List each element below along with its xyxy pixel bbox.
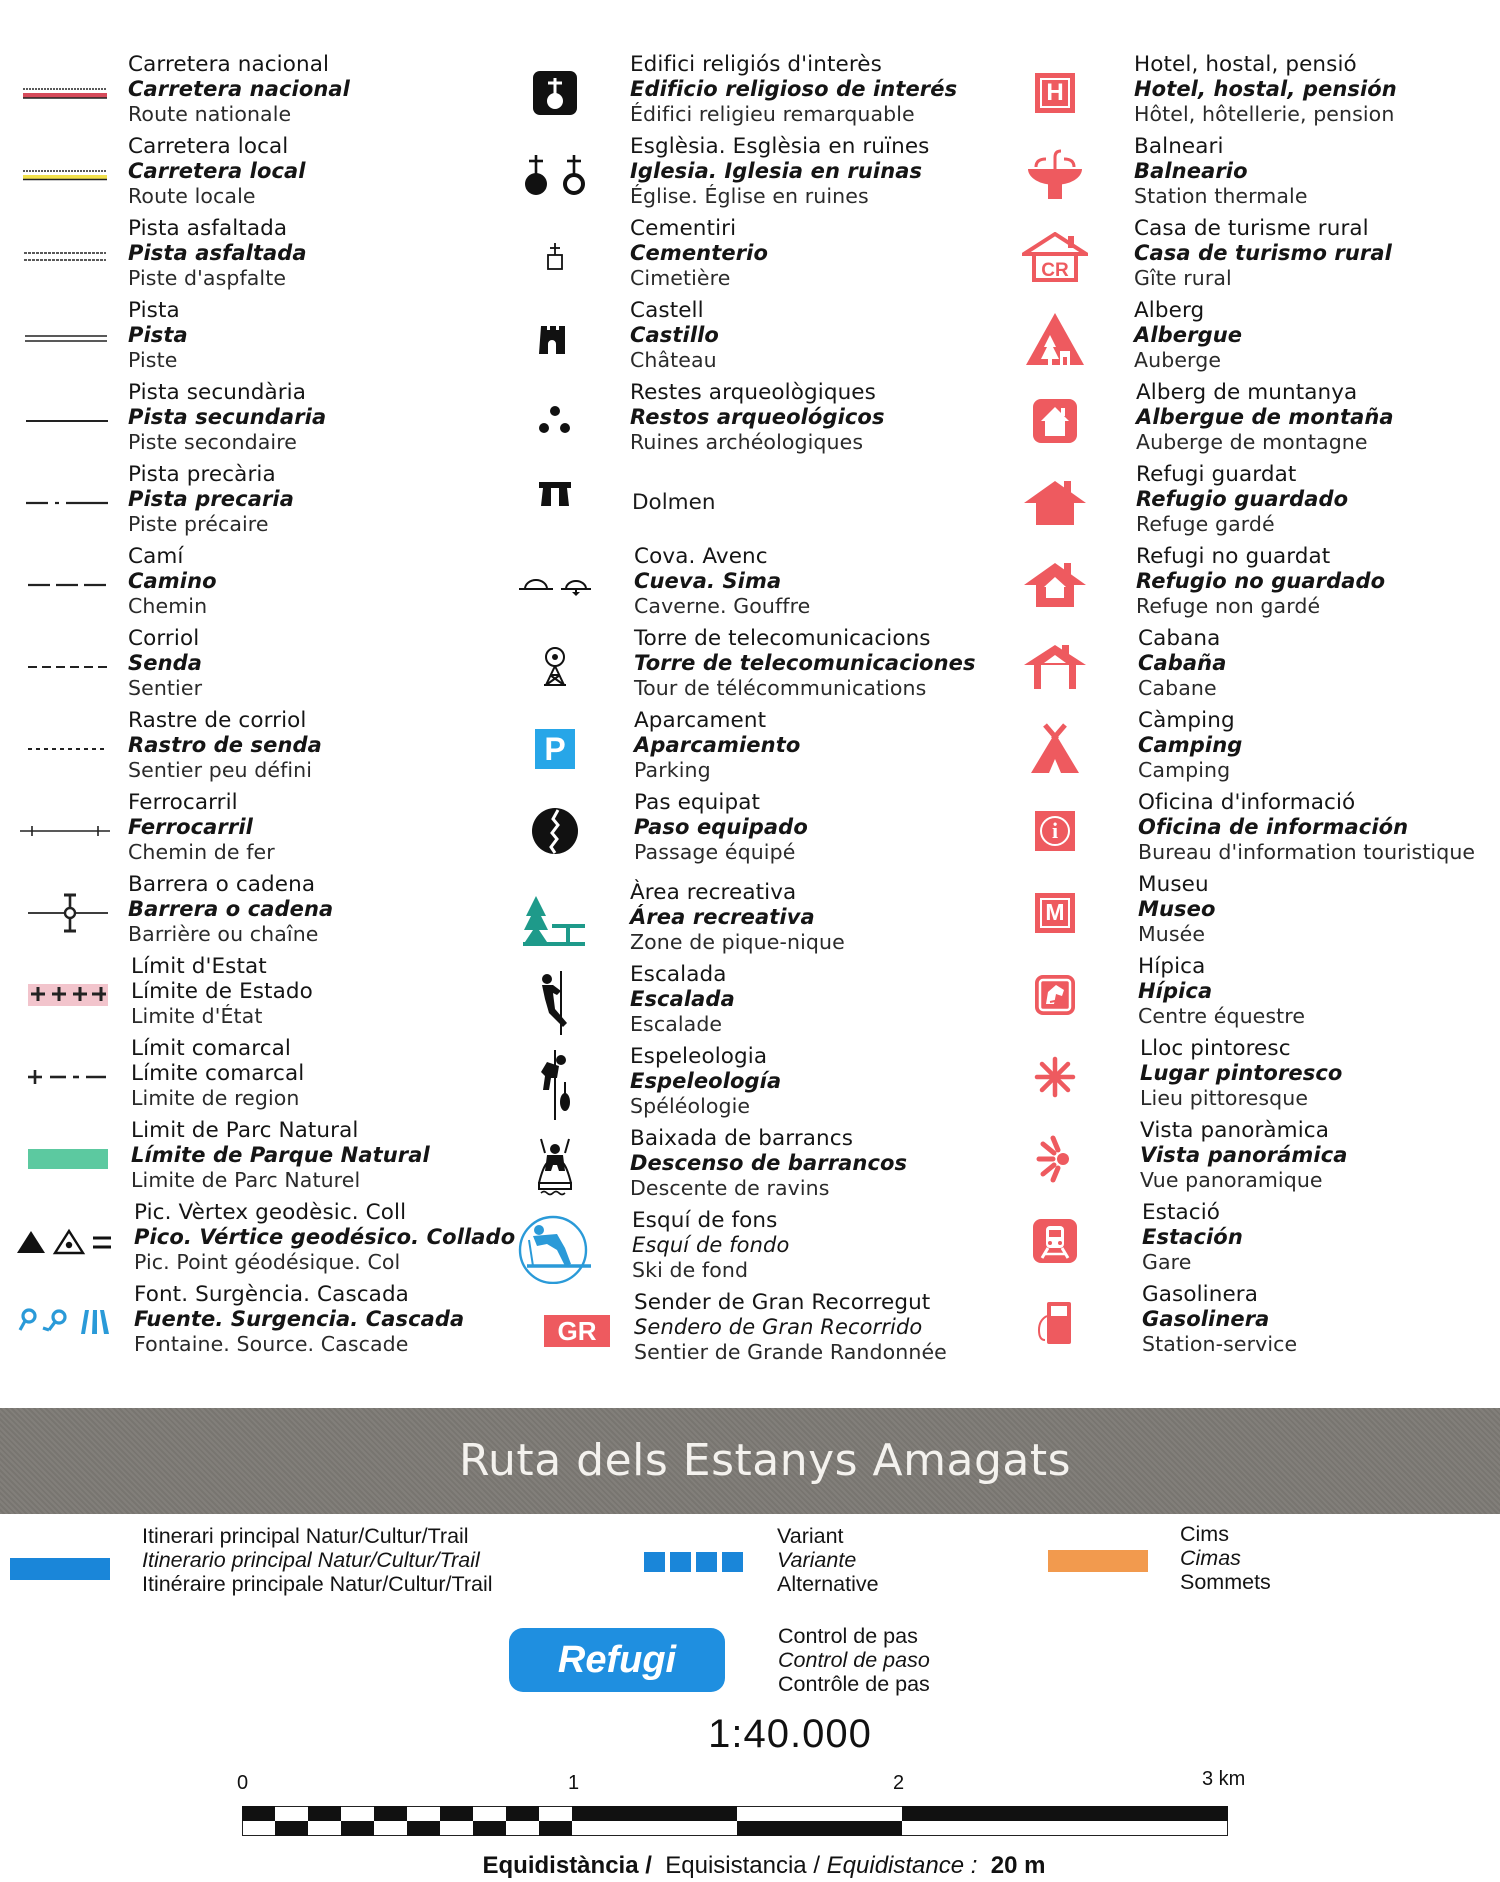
route-item-checkpoint: Control de pas Control de paso Contrôle de pas [778, 1624, 930, 1696]
secondary-track-line-icon [10, 380, 120, 462]
rural-house-icon [1000, 216, 1110, 298]
legend-item-alberg-muntanya: Alberg de muntanya Albergue de montaña Auberge de montagne [1000, 380, 1500, 462]
gas-station-icon [1000, 1282, 1110, 1364]
scale-ratio: 1:40.000 [708, 1712, 872, 1756]
legend-item-balneari: Balneari Balneario Station thermale [1000, 134, 1500, 216]
railway-line-icon [10, 790, 120, 872]
archaeological-remains-icon [500, 380, 610, 462]
picnic-area-icon [500, 880, 610, 962]
legend-item-rastre: Rastre de corriol Rastro de senda Sentier peu défini [10, 708, 470, 790]
hotel-icon: H [1000, 52, 1110, 134]
spa-fountain-icon [1000, 134, 1110, 216]
canyoning-icon [500, 1126, 610, 1208]
info-office-icon: i [1000, 790, 1110, 872]
museum-icon: M [1000, 872, 1110, 954]
church-and-ruined-church-icons [500, 134, 610, 216]
legend-item-parc-natural: Limit de Parc Natural Límite de Parque Natural Limite de Parc Naturel [10, 1118, 470, 1200]
cemetery-icon [500, 216, 610, 298]
scale-tick-0: 0 [237, 1772, 249, 1794]
legend-item-pista-secundaria: Pista secundària Pista secundaria Piste secondaire [10, 380, 470, 462]
legend-item-refugi-no-guardat: Refugi no guardat Refugio no guardado Refuge non gardé [1000, 544, 1500, 626]
legend-item-limit-comarcal: Límit comarcal Límite comarcal Limite de region [10, 1036, 470, 1118]
castle-icon [500, 298, 610, 380]
cr-glyph: CR [1041, 260, 1069, 281]
legend-item-limit-estat: Límit d'Estat Límite de Estado Limite d'État [10, 954, 470, 1036]
legend-item-dolmen: Dolmen [500, 462, 980, 544]
panoramic-view-icon [1000, 1118, 1110, 1200]
scale-bar [242, 1806, 1228, 1836]
equipped-passage-icon [500, 790, 610, 872]
legend-item-baixada-barrancs: Baixada de barrancs Descenso de barrancos Descente de ravins [500, 1126, 980, 1208]
legend-item-pas-equipat: Pas equipat Paso equipado Passage équipé [500, 790, 980, 872]
legend-item-torre-telecomunicacions: Torre de telecomunicacions Torre de telecomunicaciones Tour de télécommunications [500, 626, 980, 708]
scale-tick-3: 3 km [1202, 1768, 1246, 1790]
legend-item-area-recreativa: Àrea recreativa Área recreativa Zone de pique-nique [500, 880, 980, 962]
religious-building-icon [500, 52, 610, 134]
mountain-hostel-icon [1000, 380, 1110, 462]
legend-item-camping: Càmping Camping Camping [1000, 708, 1500, 790]
guarded-refuge-icon [1000, 462, 1110, 544]
contour-interval: Equidistància / Equisistancia / Equidistance : 20 m [482, 1852, 1046, 1879]
route-title: Ruta dels Estanys Amagats [458, 1435, 1072, 1486]
checkpoint-refugi-badge: Refugi [509, 1628, 725, 1692]
dolmen-icon [500, 462, 610, 544]
legend-item-escalada: Escalada Escalada Escalade [500, 962, 980, 1044]
route-item-main: Itinerari principal Natur/Cultur/Trail Itinerario principal Natur/Cultur/Trail Itinéraire principale Natur/Cultur/Trail [10, 1524, 610, 1600]
telecom-tower-icon [500, 626, 610, 708]
legend-item-hotel: H Hotel, hostal, pensió Hotel, hostal, pensión Hôtel, hôtellerie, pension [1000, 52, 1500, 134]
track-line-icon [10, 298, 120, 380]
scenic-spot-asterisk-icon [1000, 1036, 1110, 1118]
legend-item-aparcament: P Aparcament Aparcamiento Parking [500, 708, 980, 790]
legend-item-cami: Camí Camino Chemin [10, 544, 470, 626]
legend-item-carretera-nacional: Carretera nacional Carretera nacional Route nationale [10, 52, 470, 134]
variant-dashed-band-icon [644, 1552, 744, 1572]
precarious-track-line-icon [10, 462, 120, 544]
trail-line-icon [10, 626, 120, 708]
legend-item-alberg: Alberg Albergue Auberge [1000, 298, 1500, 380]
legend-item-barrera: Barrera o cadena Barrera o cadena Barrière ou chaîne [10, 872, 470, 954]
parking-icon: P [500, 708, 610, 790]
barrier-chain-icon [10, 872, 120, 954]
route-title-banner [0, 1408, 1500, 1514]
legend-item-lloc-pintoresc: Lloc pintoresc Lugar pintoresco Lieu pittoresque [1000, 1036, 1500, 1118]
peak-geodesic-pass-icons [10, 1200, 120, 1282]
legend-item-font: Font. Surgència. Cascada Fuente. Surgencia. Cascada Fontaine. Source. Cascade [10, 1282, 490, 1364]
legend-item-carretera-local: Carretera local Carretera local Route locale [10, 134, 470, 216]
legend-item-pic-vertex-coll: Pic. Vèrtex geodèsic. Coll Pico. Vértice geodésico. Collado Pic. Point géodésique. Col [10, 1200, 490, 1282]
train-station-icon [1000, 1200, 1110, 1282]
spring-source-waterfall-icons [10, 1282, 120, 1364]
main-route-band-icon [10, 1558, 110, 1580]
legend-item-pista-precaria: Pista precària Pista precaria Piste précaire [10, 462, 470, 544]
legend-item-gasolinera: Gasolinera Gasolinera Station-service [1000, 1282, 1500, 1364]
state-border-line-icon [10, 954, 120, 1036]
cave-and-chasm-icons [500, 544, 610, 626]
unguarded-refuge-icon [1000, 544, 1110, 626]
legend-item-castell: Castell Castillo Château [500, 298, 980, 380]
legend-item-refugi-guardat: Refugi guardat Refugio guardado Refuge gardé [1000, 462, 1500, 544]
route-item-variant: Variant Variante Alternative [644, 1524, 944, 1600]
scale-tick-2: 2 [893, 1772, 905, 1794]
legend-item-restes-arqueologiques: Restes arqueològiques Restos arqueológicos Ruines archéologiques [500, 380, 980, 462]
legend-item-corriol: Corriol Senda Sentier [10, 626, 470, 708]
legend-item-estacio: Estació Estación Gare [1000, 1200, 1500, 1282]
faint-trail-line-icon [10, 708, 120, 790]
natural-park-band-icon [10, 1118, 120, 1200]
national-road-line-icon [10, 52, 120, 134]
legend-item-pista-asfaltada: Pista asfaltada Pista asfaltada Piste d'aspfalte [10, 216, 470, 298]
scale-tick-1: 1 [568, 1772, 580, 1794]
paved-track-line-icon [10, 216, 120, 298]
climbing-icon [500, 962, 610, 1044]
hostel-icon [1000, 298, 1110, 380]
local-road-line-icon [10, 134, 120, 216]
legend-item-pista: Pista Pista Piste [10, 298, 470, 380]
camping-tent-icon [1000, 708, 1110, 790]
equestrian-horse-icon [1000, 954, 1110, 1036]
legend-item-edifici-religios: Edifici religiós d'interès Edificio religioso de interés Édifici religieu remarquable [500, 52, 980, 134]
route-item-summits: Cims Cimas Sommets [1048, 1522, 1348, 1598]
path-line-icon [10, 544, 120, 626]
caving-icon [500, 1044, 610, 1126]
legend-item-esglesia: Esglèsia. Esglèsia en ruïnes Iglesia. Iglesia en ruinas Église. Église en ruines [500, 134, 980, 216]
legend-item-ferrocarril: Ferrocarril Ferrocarril Chemin de fer [10, 790, 470, 872]
cross-country-ski-icon [500, 1208, 610, 1290]
legend-item-casa-turisme-rural: CR Casa de turisme rural Casa de turismo rural Gîte rural [1000, 216, 1500, 298]
legend-item-gr11: GR 11 Sender de Gran Recorregut Sendero de Gran Recorrido Sentier de Grande Randonnée [500, 1290, 980, 1372]
legend-item-oficina-informacio: i Oficina d'informació Oficina de información Bureau d'information touristique [1000, 790, 1500, 872]
legend-item-cova: Cova. Avenc Cueva. Sima Caverne. Gouffre [500, 544, 980, 626]
summits-band-icon [1048, 1550, 1148, 1572]
legend-item-espeleologia: Espeleologia Espeleología Spéléologie [500, 1044, 980, 1126]
gr11-badge: GR 11 [500, 1290, 610, 1372]
hut-icon [1000, 626, 1110, 708]
legend-item-vista-panoramica: Vista panoràmica Vista panorámica Vue panoramique [1000, 1118, 1500, 1200]
legend-item-hipica: Hípica Hípica Centre équestre [1000, 954, 1500, 1036]
legend-item-museu: M Museu Museo Musée [1000, 872, 1500, 954]
county-border-line-icon [10, 1036, 120, 1118]
legend-item-esqui-fons: Esquí de fons Esquí de fondo Ski de fond [500, 1208, 980, 1290]
legend-item-cementiri: Cementiri Cementerio Cimetière [500, 216, 980, 298]
legend-item-cabana: Cabana Cabaña Cabane [1000, 626, 1500, 708]
